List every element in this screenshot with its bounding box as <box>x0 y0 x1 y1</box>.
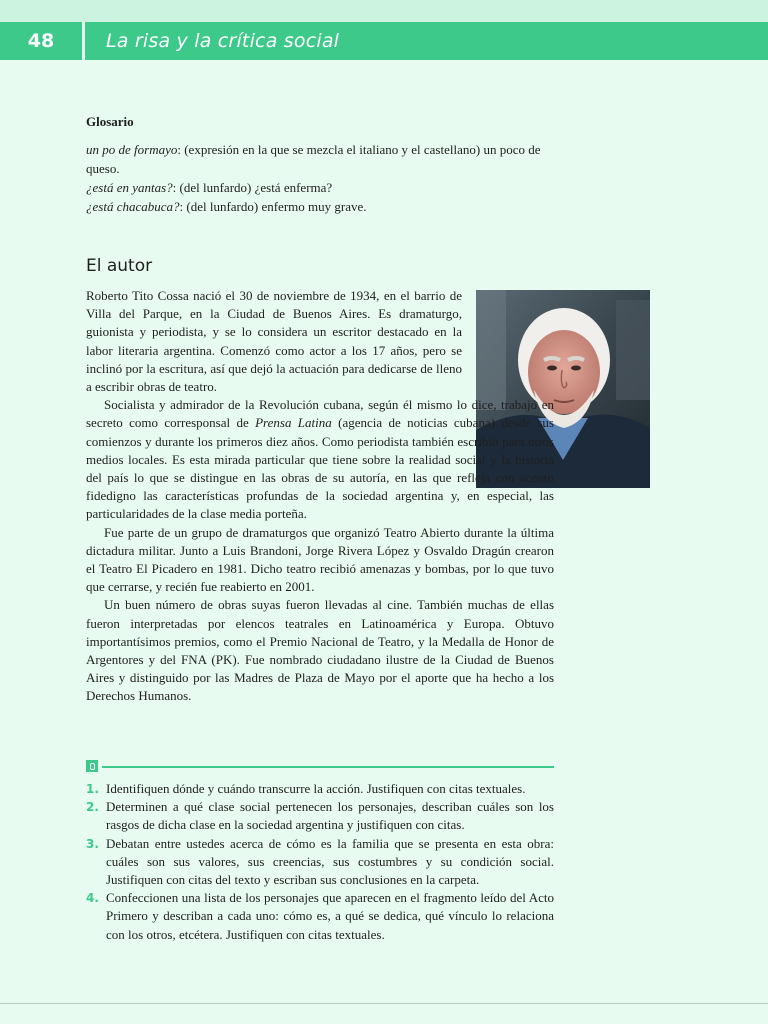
activity-text: Determinen a qué clase social pertenecen los personajes, describan cuáles son los rasgos de dicha clase en la sociedad argentina y justifiquen con citas. <box>106 799 554 833</box>
activity-number: 3. <box>86 836 99 851</box>
activity-item <box>86 835 554 890</box>
activity-text: Confeccionen una lista de los personajes que aparecen en el fragmento leído del Acto Primero y describan a cada uno: cómo es, a qué se dedica, qué vínculo lo relaciona con los otros, etcétera. Justifiquen con citas textuales. <box>106 890 554 942</box>
activity-number: 1. <box>86 782 99 796</box>
publication-name: Prensa Latina <box>255 415 332 431</box>
biography-text: (agencia de noticias cubana) desde sus comienzos y durante los primeros diez años. Como periodista también escribió para otros medios locales. Es esta mirada particular que tiene sobre la realidad social y la historia del país lo que se distingue en las obras de su autoría, en las que refleja con acento fidedigno las características profundas de la sociedad argentina y, en especial, las particularidades de la clase media porteña. <box>86 415 554 522</box>
activity-divider <box>102 766 554 768</box>
biography-paragraph: Un buen número de obras suyas fueron llevadas al cine. También muchas de ellas fueron interpretadas por elencos teatrales en Latinoamérica y Europa. Obtuvo importantísimos premios, como el Premio Nacional de Teatro, y la Medalla de Honor de Argentores y del FNA (PK). Fue nombrado ciudadano ilustre de la Ciudad de Buenos Aires y distinguido por las Madres de Plaza de Mayo por el aporte que ha hecho a los Derechos Humanos. <box>86 597 554 704</box>
activity-text: Debatan entre ustedes acerca de cómo es la familia que se presenta en esta obra: cuáles son sus valores, sus creencias, sus costumbres y su condición social. Justifiquen con citas del texto y escriban sus conclusiones en la carpeta. <box>106 835 554 888</box>
glossary-definition: : (del lunfardo) enfermo muy grave. <box>179 199 367 214</box>
glossary-term: ¿está chacabuca? <box>86 199 180 214</box>
biography-paragraph <box>86 396 554 523</box>
biography-text: Socialista y admirador de la Revolución cubana, según él mismo lo dice, trabajó en secreto como corresponsal de <box>86 397 554 431</box>
activity-item <box>86 889 554 944</box>
glossary-definition: : (expresión en la que se mezcla el italiano y el castellano) un poco de queso. <box>86 142 541 176</box>
glossary-entry <box>86 178 576 197</box>
activity-number: 4. <box>86 891 99 906</box>
activity-number: 2. <box>86 800 99 815</box>
activity-item <box>86 798 554 834</box>
author-section-title: El autor <box>86 256 153 276</box>
biography-paragraph: Fue parte de un grupo de dramaturgos que organizó Teatro Abierto durante la última dictadura militar. Junto a Luis Brandoni, Jorge Rivera López y Osvaldo Dragún crearon el Teatro El Picadero en 1981. Dicho teatro recibió amenazas y bombas, por lo que tuvo que cerrarse, y recién fue reabierto en 2001. <box>86 524 554 595</box>
glossary-entry <box>86 197 576 216</box>
page-number: 48 <box>27 30 55 52</box>
page-header <box>0 22 768 60</box>
author-biography <box>86 287 554 706</box>
glossary-title: Glosario <box>86 114 134 129</box>
top-strip <box>0 0 768 22</box>
chapter-title: La risa y la crítica social <box>106 30 340 52</box>
biography-paragraph: Roberto Tito Cossa nació el 30 de noviembre de 1934, en el barrio de Villa del Parque, en la Ciudad de Buenos Aires. Es dramaturgo, guionista y periodista, y se lo considera un escritor destacado en la labor literaria argentina. Comenzó como actor a los 17 años, pero se inclinó por la escritura, así que dejó la actuación para dedicarse de lleno a escribir obras de teatro. <box>86 288 462 395</box>
activities-list <box>86 780 554 944</box>
glossary-section <box>86 112 576 216</box>
glossary-definition: : (del lunfardo) ¿está enferma? <box>172 180 333 195</box>
activity-icon <box>86 760 98 772</box>
activity-item <box>86 780 554 798</box>
header-divider <box>82 22 85 60</box>
footer-divider <box>0 1003 768 1004</box>
glossary-term: un po de formayo <box>86 142 178 157</box>
glossary-term: ¿está en yantas? <box>86 180 173 195</box>
glossary-entry <box>86 140 576 178</box>
activity-text: Identifiquen dónde y cuándo transcurre la acción. Justifiquen con citas textuales. <box>106 781 526 796</box>
